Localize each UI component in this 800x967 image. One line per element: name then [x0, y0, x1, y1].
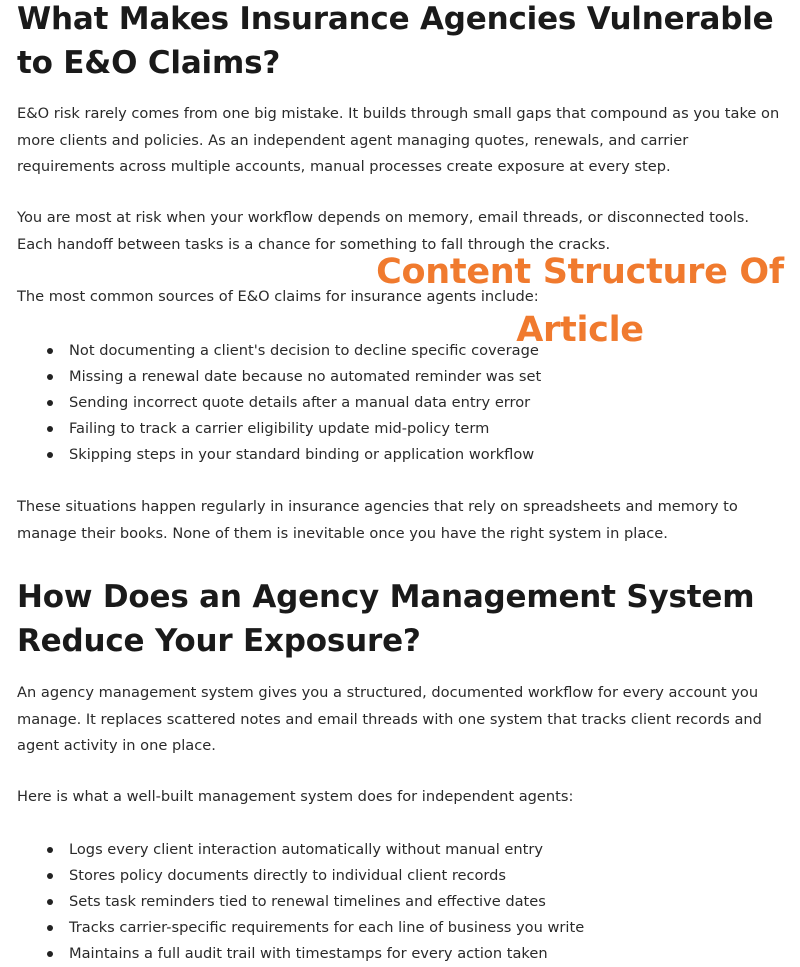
overlay-caption-line2: Article	[516, 310, 644, 350]
bullet-icon	[47, 426, 53, 432]
list-item: Not documenting a client's decision to decline specific coverage	[17, 338, 787, 364]
bullet-icon	[47, 873, 53, 879]
bullet-icon	[47, 847, 53, 853]
bullet-icon	[47, 925, 53, 931]
paragraph-ams-benefits-intro: Here is what a well-built management system does for independent agents:	[17, 788, 574, 805]
list-item: Logs every client interaction automatically without manual entry	[17, 837, 787, 863]
list-item: Maintains a full audit trail with timestamps for every action taken	[17, 941, 787, 967]
list-item: Stores policy documents directly to individual client records	[17, 863, 787, 889]
section-heading-vulnerable: What Makes Insurance Agencies Vulnerable to E&O Claims?	[17, 1, 774, 81]
list-item: Missing a renewal date because no automated reminder was set	[17, 364, 787, 390]
bullet-icon	[47, 452, 53, 458]
bullet-icon	[47, 951, 53, 957]
bullet-icon	[47, 348, 53, 354]
list-item: Failing to track a carrier eligibility update mid-policy term	[17, 416, 787, 442]
paragraph-most-at-risk: You are most at risk when your workflow depends on memory, email threads, or disconnected tools. Each handoff between tasks is a chance for something to fall through the cracks.	[17, 209, 750, 253]
bullet-icon	[47, 374, 53, 380]
overlay-caption-line1: Content Structure Of	[376, 252, 784, 292]
paragraph-eo-risk: E&O risk rarely comes from one big mistake. It builds through small gaps that compound as you take on more clients and policies. As an independent agent managing quotes, renewals, and carrier requirements across multiple accounts, manual processes create exposure at every step.	[17, 105, 780, 175]
list-item: Tracks carrier-specific requirements for each line of business you write	[17, 915, 787, 941]
overlay-caption	[360, 243, 800, 359]
bullet-icon	[47, 400, 53, 406]
list-item: Skipping steps in your standard binding or application workflow	[17, 442, 787, 468]
paragraph-ams-overview: An agency management system gives you a structured, documented workflow for every account you manage. It replaces scattered notes and email threads with one system that tracks client records and agent activity in one place.	[17, 684, 762, 754]
paragraph-situations: These situations happen regularly in insurance agencies that rely on spreadsheets and memory to manage their books. None of them is inevitable once you have the right system in place.	[17, 498, 738, 542]
ams-benefits-list	[17, 837, 787, 967]
section-heading-ams: How Does an Agency Management System Reduce Your Exposure?	[17, 579, 755, 659]
list-item: Sets task reminders tied to renewal timelines and effective dates	[17, 889, 787, 915]
bullet-icon	[47, 899, 53, 905]
paragraph-common-sources: The most common sources of E&O claims for insurance agents include:	[17, 288, 539, 305]
list-item: Sending incorrect quote details after a manual data entry error	[17, 390, 787, 416]
